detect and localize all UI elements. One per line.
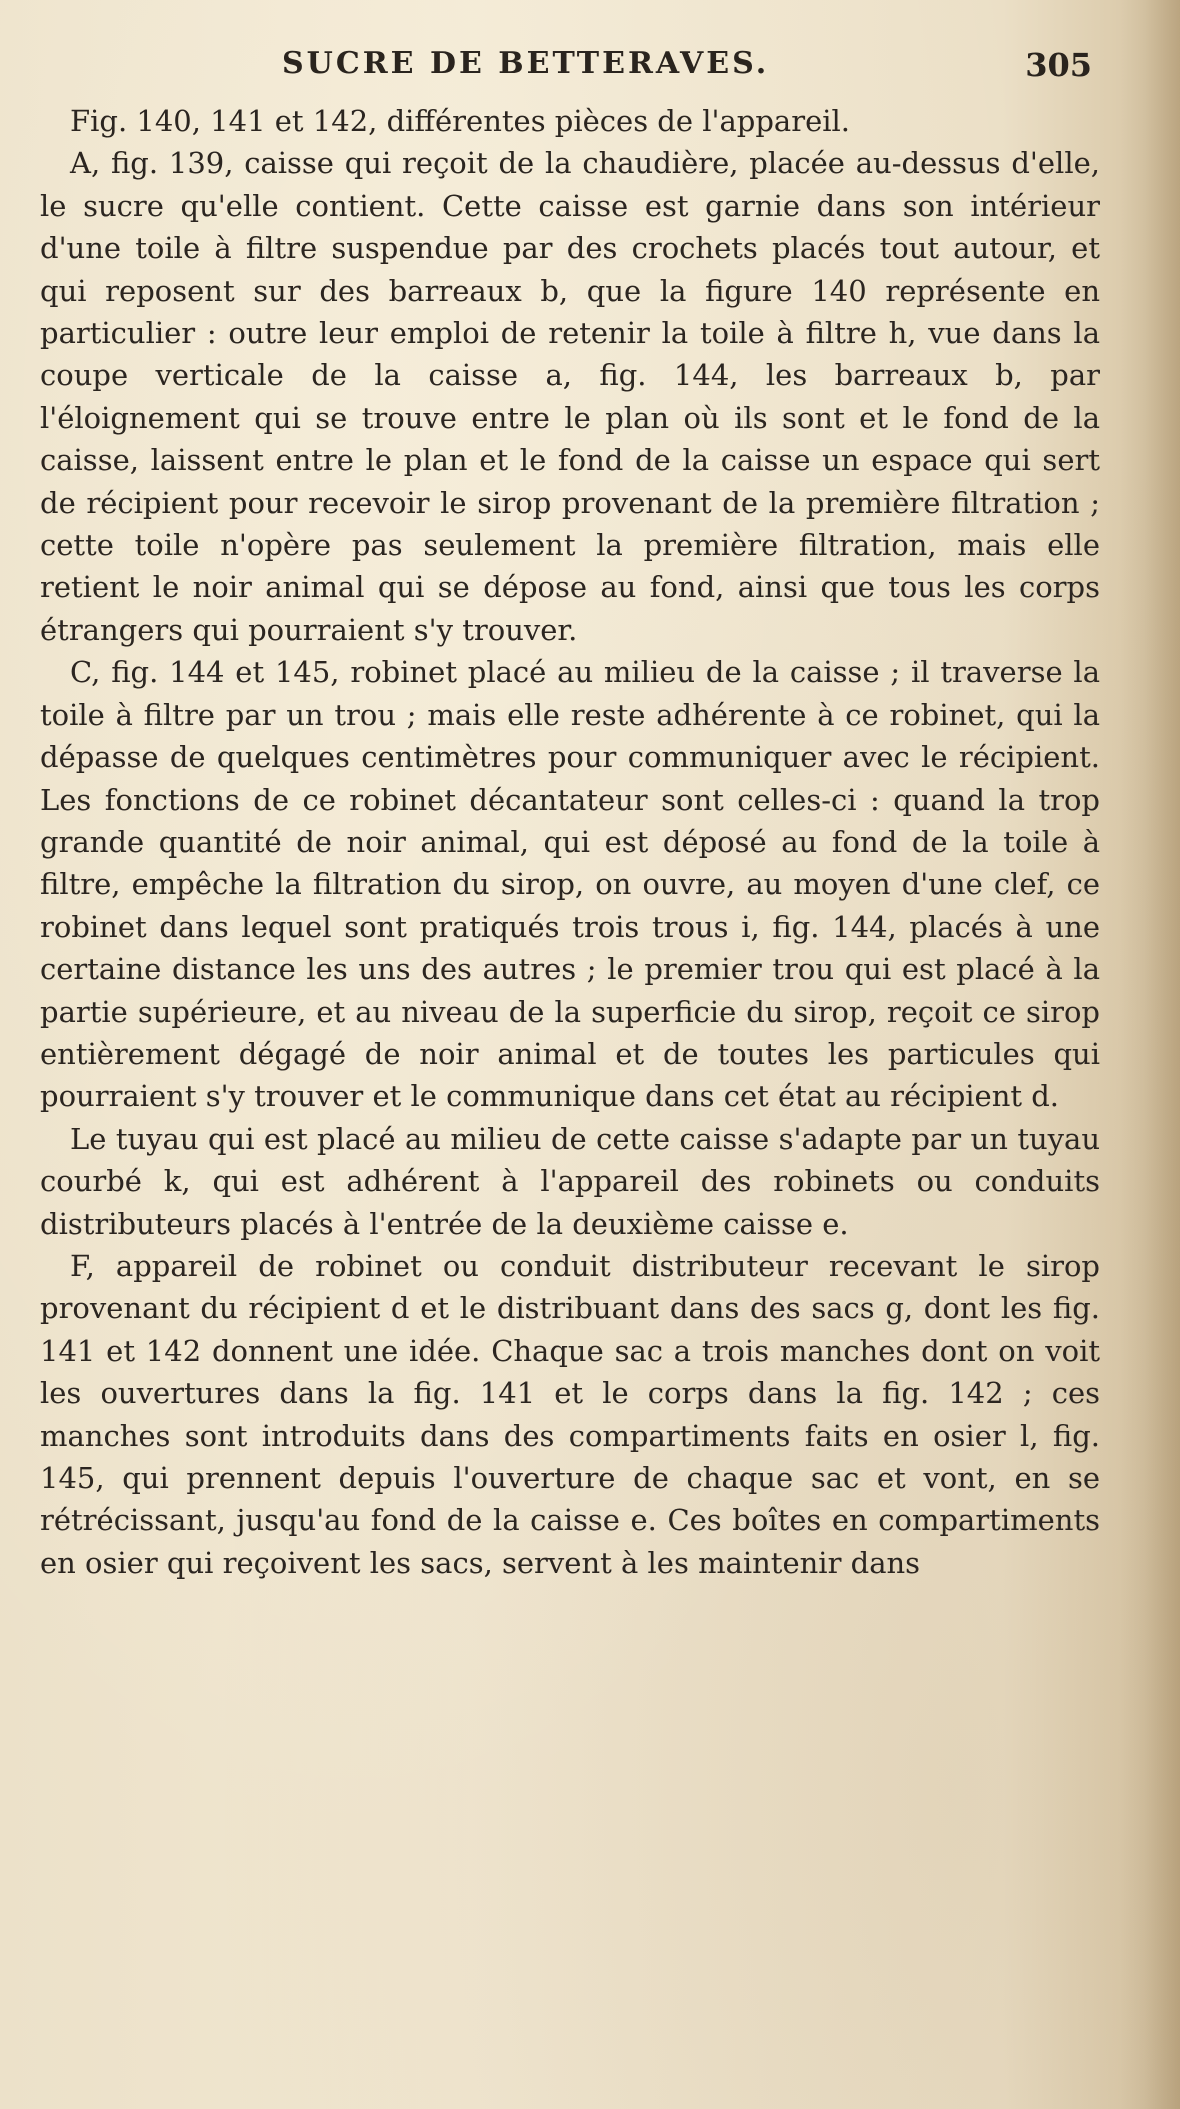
paragraph-robinet-c: C, fig. 144 et 145, robinet placé au milieu de la caisse ; il traverse la toile à filtre par un trou ; mais elle reste adhérente à ce robinet, qui la dépasse de quelques centimètres pour communiquer avec le récipient. Les fonctions de ce robinet décantateur sont celles-ci : quand la trop grande quantité de noir animal, qui est déposé au fond de la toile à filtre, empêche la filtration du sirop, on ouvre, au moyen d'une clef, ce robinet dans lequel sont pratiqués trois trous i, fig. 144, placés à une certaine distance les uns des autres ; le premier trou qui est placé à la partie supérieure, et au niveau de la superficie du sirop, reçoit ce sirop entièrement dégagé de noir animal et de toutes les particules qui pourraient s'y trouver et le communique dans cet état au récipient d. [40, 655, 1100, 1114]
paragraph-caisse-a: A, fig. 139, caisse qui reçoit de la chaudière, placée au-dessus d'elle, le sucre qu'elle contient. Cette caisse est garnie dans son intérieur d'une toile à filtre suspendue par des crochets placés tout autour, et qui reposent sur des barreaux b, que la figure 140 représente en particulier : outre leur emploi de retenir la toile à filtre h, vue dans la coupe verticale de la caisse a, fig. 144, les barreaux b, par l'éloignement qui se trouve entre le plan où ils sont et le fond de la caisse, laissent entre le plan et le fond de la caisse un espace qui sert de récipient pour recevoir le sirop provenant de la première filtration ; cette toile n'opère pas seulement la première filtration, mais elle retient le noir animal qui se dépose au fond, ainsi que tous les corps étrangers qui pourraient s'y trouver. [40, 146, 1100, 647]
page-gutter-shadow [1120, 0, 1180, 2109]
body-text [40, 100, 1100, 2090]
running-head: SUCRE DE BETTERAVES. [282, 46, 770, 81]
paragraph-appareil-f: F, appareil de robinet ou conduit distributeur recevant le sirop provenant du récipient d et le distribuant dans des sacs g, dont les fig. 141 et 142 donnent une idée. Chaque sac a trois manches dont on voit les ouvertures dans la fig. 141 et le corps dans la fig. 142 ; ces manches sont introduits dans des compartiments faits en osier l, fig. 145, qui prennent depuis l'ouverture de chaque sac et vont, en se rétrécissant, jusqu'au fond de la caisse e. Ces boîtes en compartiments en osier qui reçoivent les sacs, servent à les maintenir dans [40, 1248, 1100, 1580]
paragraph-figure-caption: Fig. 140, 141 et 142, différentes pièces de l'appareil. [70, 104, 850, 138]
page-header [52, 46, 1092, 90]
page-number: 305 [1025, 46, 1092, 84]
paragraph-tuyau: Le tuyau qui est placé au milieu de cette caisse s'adapte par un tuyau courbé k, qui est adhérent à l'appareil des robinets ou conduits distributeurs placés à l'entrée de la deuxième caisse e. [40, 1121, 1100, 1241]
